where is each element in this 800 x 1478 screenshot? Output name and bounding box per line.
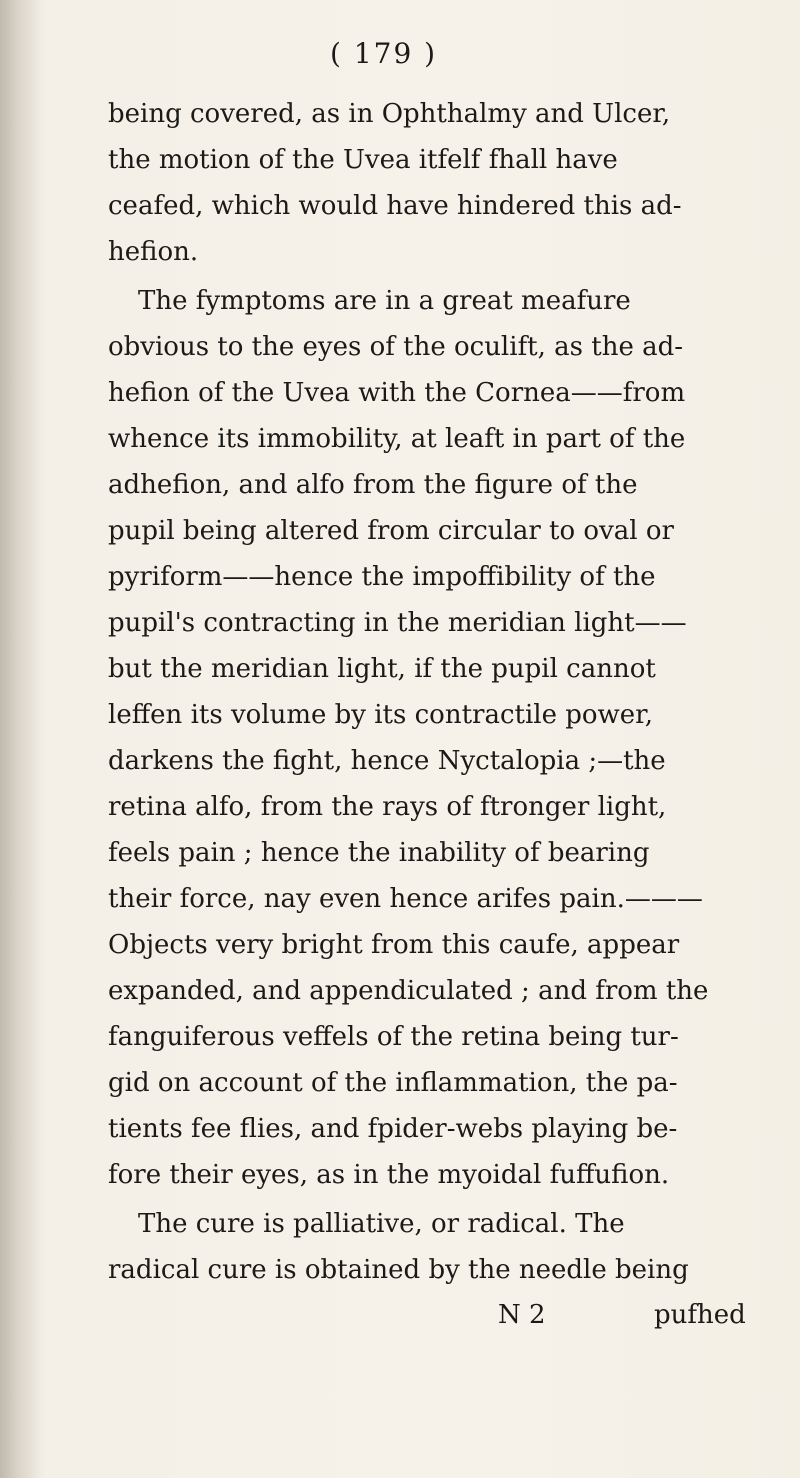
text-line: pupil's contracting in the meridian light—— <box>108 608 687 638</box>
text-line: whence its immobility, at leaft in part of the <box>108 424 686 454</box>
text-line: hefion of the Uvea with the Cornea——from <box>108 378 686 408</box>
text-line: pupil being altered from circular to oval or <box>108 516 674 546</box>
text-line: fore their eyes, as in the myoidal fuffufion. <box>108 1160 670 1190</box>
text-line: being covered, as in Ophthalmy and Ulcer, <box>108 99 671 129</box>
text-line: gid on account of the inflammation, the pa- <box>108 1068 678 1098</box>
text-line: obvious to the eyes of the oculift, as the ad- <box>108 332 684 362</box>
text-line: The cure is palliative, or radical. The <box>138 1209 625 1239</box>
text-line: their force, nay even hence arifes pain.——— <box>108 884 703 914</box>
text-line: feels pain ; hence the inability of bearing <box>108 838 650 868</box>
catchword: pufhed <box>654 1300 746 1330</box>
text-line: ceafed, which would have hindered this ad- <box>108 191 682 221</box>
text-line: adhefion, and alfo from the figure of the <box>108 470 638 500</box>
text-line: tients fee flies, and fpider-webs playing be- <box>108 1114 678 1144</box>
text-line: darkens the fight, hence Nyctalopia ;—the <box>108 746 666 776</box>
text-line: retina alfo, from the rays of ftronger light, <box>108 792 667 822</box>
text-line: The fymptoms are in a great meafure <box>138 286 631 316</box>
text-line: fanguiferous veffels of the retina being tur- <box>108 1022 679 1052</box>
text-line: leffen its volume by its contractile power, <box>108 700 654 730</box>
text-line: radical cure is obtained by the needle being <box>108 1255 689 1285</box>
text-line: but the meridian light, if the pupil cannot <box>108 654 656 684</box>
text-line: expanded, and appendiculated ; and from the <box>108 976 709 1006</box>
text-line: hefion. <box>108 237 199 267</box>
text-line: the motion of the Uvea itfelf fhall have <box>108 145 618 175</box>
signature-mark: N 2 <box>498 1300 546 1330</box>
text-line: pyriform——hence the impoffibility of the <box>108 562 656 592</box>
page-number: ( 179 ) <box>330 37 438 70</box>
text-line: Objects very bright from this caufe, appear <box>108 930 680 960</box>
binding-gutter <box>0 0 46 1478</box>
